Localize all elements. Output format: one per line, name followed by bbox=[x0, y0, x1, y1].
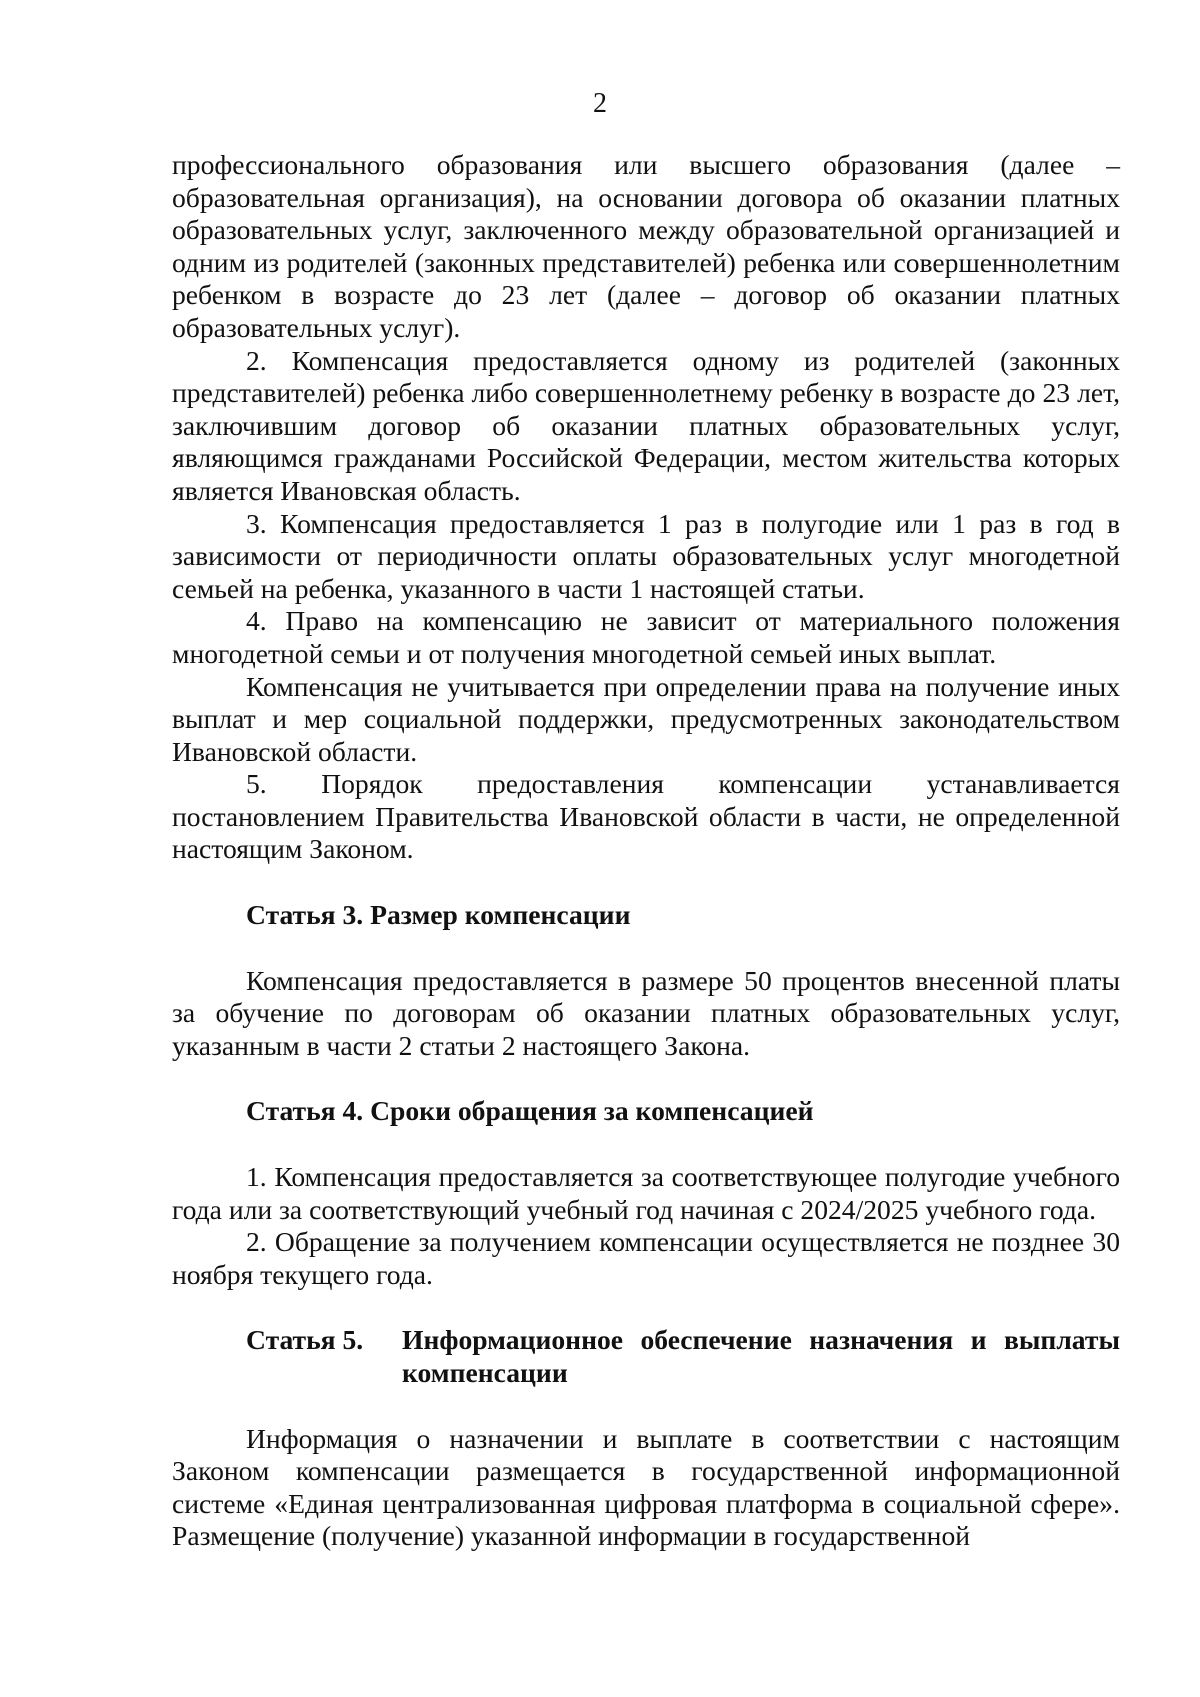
article-4-heading: Статья 4. Сроки обращения за компенсацией bbox=[246, 1095, 814, 1127]
paragraph-continuation: профессионального образования или высшего образования (далее – образовательная организация), на основании договора об оказании платных образовательных услуг, заключенного между образовательной организацией и одним из родителей (законных представителей) ребенка или совершеннолетним ребенком в возрасте до 23 лет (далее – договор об оказании платных образовательных услуг). bbox=[172, 149, 1120, 343]
article-5-heading-number: Статья 5. bbox=[246, 1324, 364, 1356]
page-number: 2 bbox=[593, 88, 607, 119]
article-4-part-1: 1. Компенсация предоставляется за соответствующее полугодие учебного года или за соответствующий учебный год начиная с 2024/2025 учебного года. bbox=[172, 1161, 1120, 1225]
document-body bbox=[172, 149, 1120, 1553]
paragraph-part-2: 2. Компенсация предоставляется одному из родителей (законных представителей) ребенка либо совершеннолетнему ребенку в возрасте до 23 лет, заключившим договор об оказании платных образовательных услуг, являющимся гражданами Российской Федерации, местом жительства которых является Ивановская область. bbox=[172, 344, 1120, 506]
paragraph-part-5: 5. Порядок предоставления компенсации устанавливается постановлением Правительства Ивановской области в части, не определенной настоящим Законом. bbox=[172, 768, 1120, 865]
paragraph-part-4-second: Компенсация не учитывается при определении права на получение иных выплат и мер социальной поддержки, предусмотренных законодательством Ивановской области. bbox=[172, 670, 1120, 767]
article-4-part-2: 2. Обращение за получением компенсации осуществляется не позднее 30 ноября текущего года. bbox=[172, 1226, 1120, 1290]
article-3-heading: Статья 3. Размер компенсации bbox=[246, 899, 631, 931]
article-5-paragraph: Информация о назначении и выплате в соответствии с настоящим Законом компенсации размещается в государственной информационной системе «Единая централизованная цифровая платформа в социальной сфере». Размещение (получение) указанной информации в государственной bbox=[172, 1422, 1120, 1552]
article-3-paragraph: Компенсация предоставляется в размере 50 процентов внесенной платы за обучение по договорам об оказании платных образовательных услуг, указанным в части 2 статьи 2 настоящего Закона. bbox=[172, 964, 1120, 1061]
article-5-heading-title: Информационное обеспечение назначения и выплаты компенсации bbox=[402, 1324, 1120, 1388]
paragraph-part-4: 4. Право на компенсацию не зависит от материального положения многодетной семьи и от получения многодетной семьей иных выплат. bbox=[172, 605, 1120, 669]
article-5-heading bbox=[172, 1324, 1120, 1389]
paragraph-part-3: 3. Компенсация предоставляется 1 раз в полугодие или 1 раз в год в зависимости от периодичности оплаты образовательных услуг многодетной семьей на ребенка, указанного в части 1 настоящей статьи. bbox=[172, 507, 1120, 604]
